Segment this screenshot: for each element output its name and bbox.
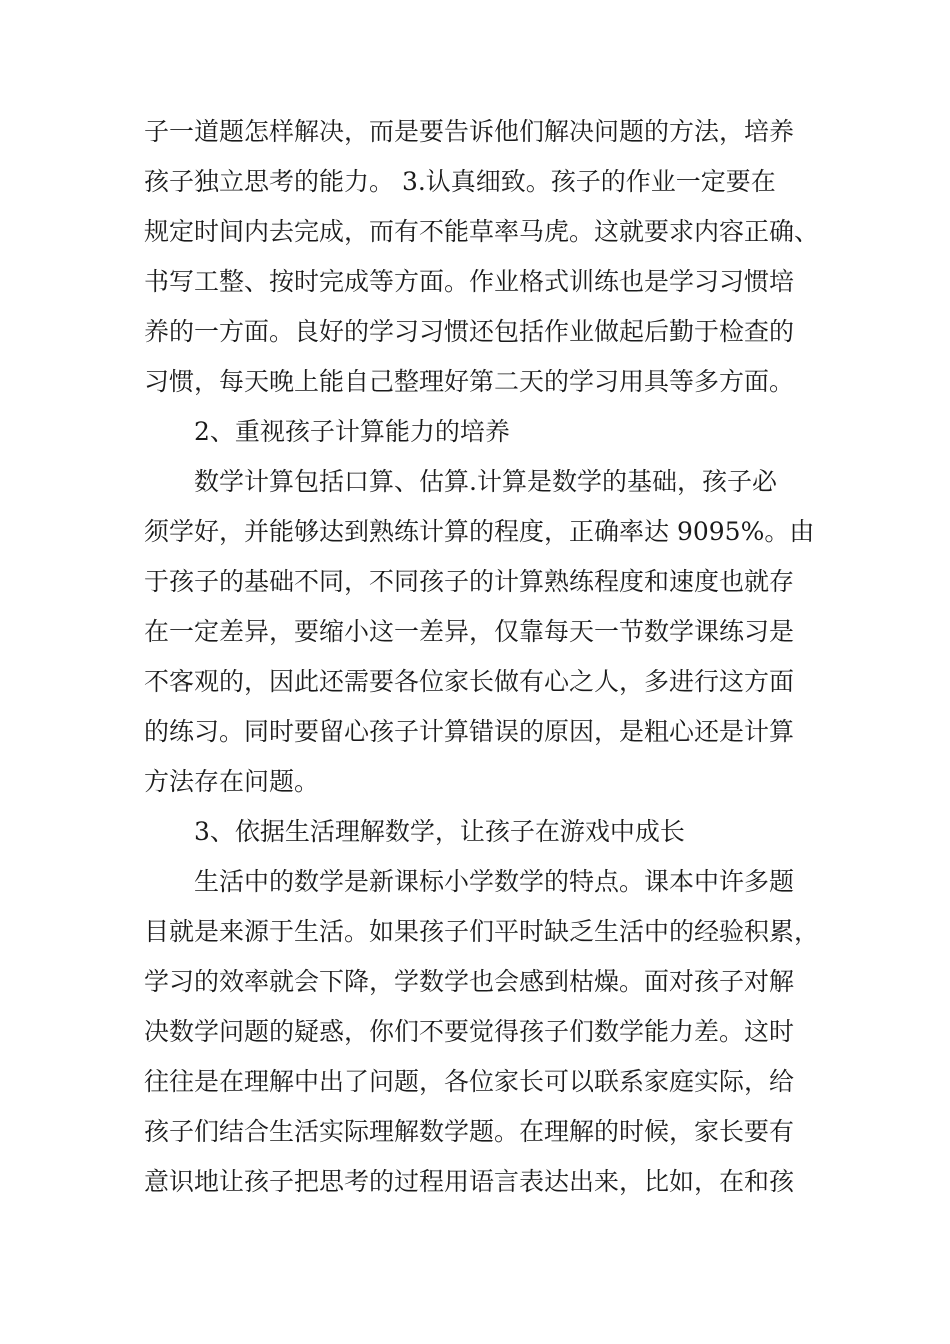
- text-line: 在一定差异，要缩小这一差异，仅靠每天一节数学课练习是: [144, 617, 795, 646]
- text-line: 孩子们结合生活实际理解数学题。在理解的时候，家长要有: [144, 1117, 795, 1146]
- text-line: 须学好，并能够达到熟练计算的程度，正确率达 9095%。由: [144, 517, 815, 546]
- text-line: 习惯，每天晚上能自己整理好第二天的学习用具等多方面。: [144, 367, 795, 396]
- section-heading: 3、依据生活理解数学，让孩子在游戏中成长: [194, 817, 685, 846]
- text-line: 意识地让孩子把思考的过程用语言表达出来，比如，在和孩: [144, 1167, 795, 1196]
- text-line: 规定时间内去完成，而有不能草率马虎。这就要求内容正确、: [144, 217, 820, 246]
- text-line: 于孩子的基础不同，不同孩子的计算熟练程度和速度也就存: [144, 567, 795, 596]
- text-line: 书写工整、按时完成等方面。作业格式训练也是学习习惯培: [144, 267, 795, 296]
- text-line: 方法存在问题。: [144, 767, 320, 796]
- text-line: 数学计算包括口算、估算.计算是数学的基础，孩子必: [194, 467, 777, 496]
- text-line: 不客观的，因此还需要各位家长做有心之人，多进行这方面: [144, 667, 795, 696]
- text-line: 孩子独立思考的能力。 3.认真细致。孩子的作业一定要在: [144, 167, 776, 196]
- text-line: 学习的效率就会下降，学数学也会感到枯燥。面对孩子对解: [144, 967, 795, 996]
- text-line: 往往是在理解中出了问题，各位家长可以联系家庭实际，给: [144, 1067, 795, 1096]
- text-line: 子一道题怎样解决，而是要告诉他们解决问题的方法，培养: [144, 117, 795, 146]
- text-line: 的练习。同时要留心孩子计算错误的原因，是粗心还是计算: [144, 717, 795, 746]
- section-heading: 2、重视孩子计算能力的培养: [194, 417, 510, 446]
- text-line: 决数学问题的疑惑，你们不要觉得孩子们数学能力差。这时: [144, 1017, 795, 1046]
- text-line: 目就是来源于生活。如果孩子们平时缺乏生活中的经验积累，: [144, 917, 820, 946]
- text-line: 生活中的数学是新课标小学数学的特点。课本中许多题: [194, 867, 795, 896]
- text-line: 养的一方面。良好的学习习惯还包括作业做起后勤于检查的: [144, 317, 795, 346]
